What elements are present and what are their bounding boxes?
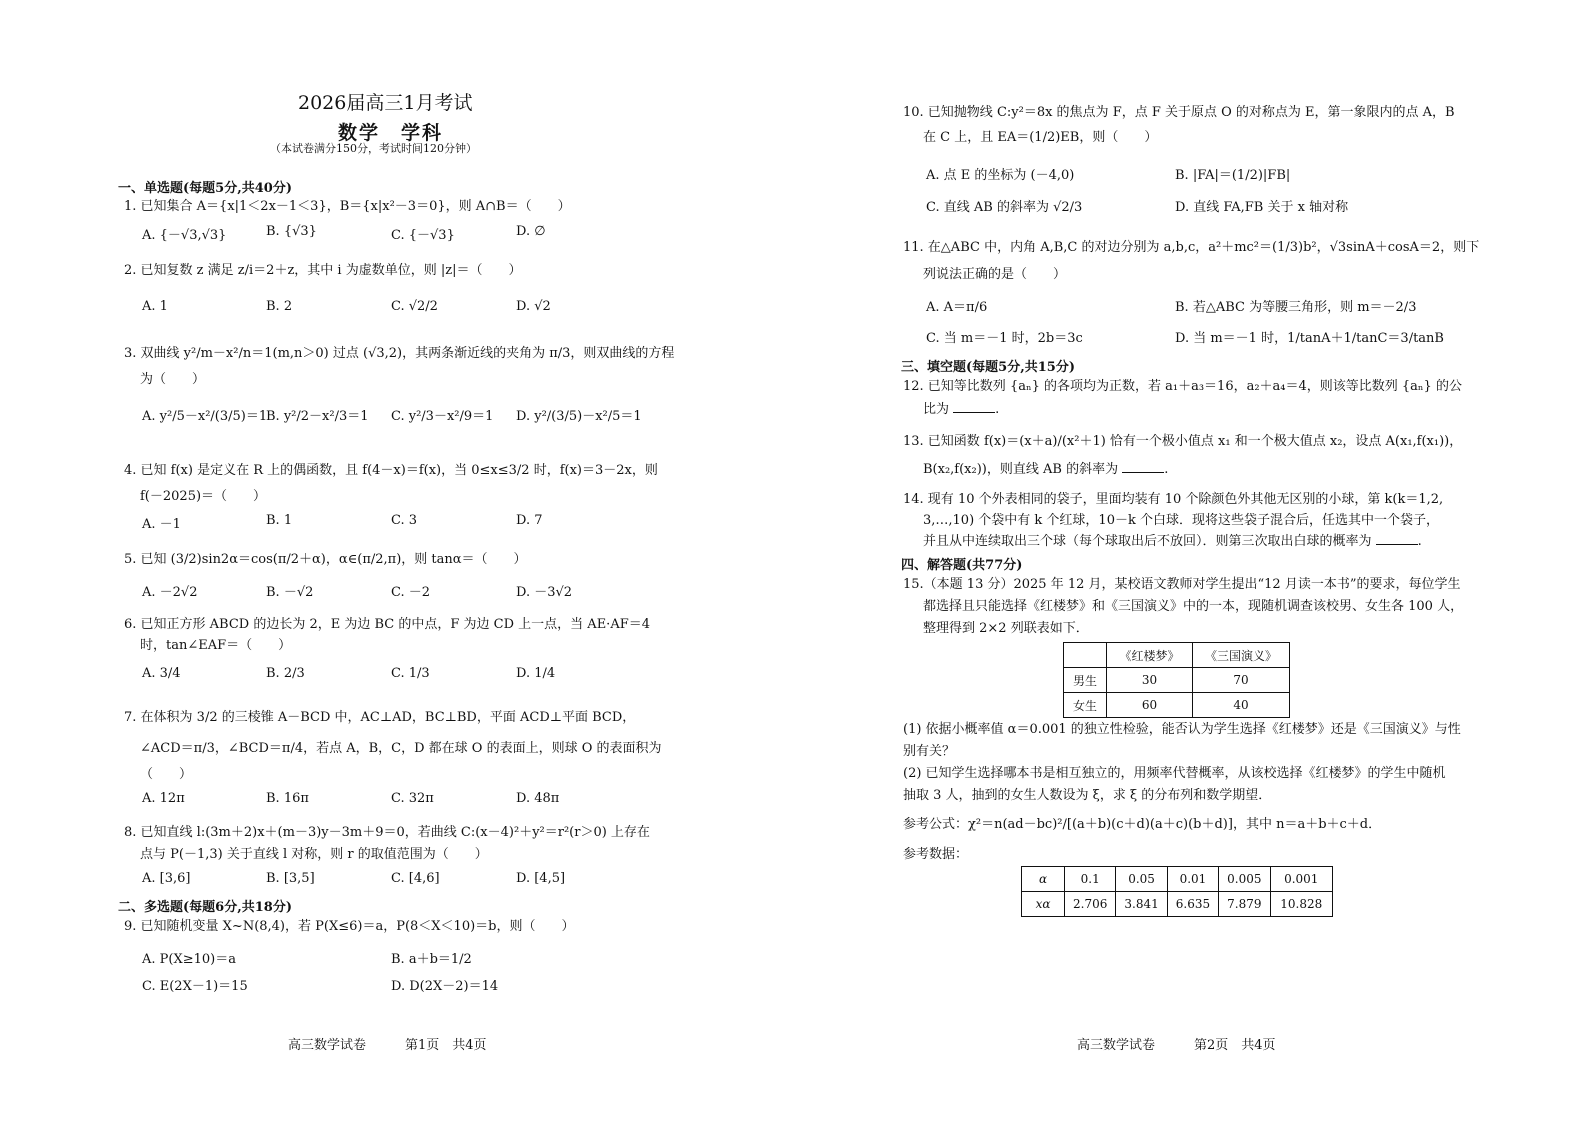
q7-option-c: C. 32π bbox=[391, 791, 434, 806]
q14-stem-2: 3,…,10) 个袋中有 k 个红球，10－k 个白球．现将这些袋子混合后，任选其中一个袋子， bbox=[923, 513, 1439, 528]
q12-stem: 12. 已知等比数列 {aₙ} 的各项均为正数，若 a₁＋a₃＝16，a₂＋a₄＝4，则该等比数列 {aₙ} 的公 bbox=[903, 379, 1462, 394]
ref-table-cell: 0.01 bbox=[1167, 867, 1218, 892]
q2-stem: 2. 已知复数 z 满足 z/i＝2＋z，其中 i 为虚数单位，则 |z|＝（ ） bbox=[124, 263, 522, 278]
q14-stem: 14. 现有 10 个外表相同的袋子，里面均装有 10 个除颜色外其他无区别的小球，第 k(k＝1,2, bbox=[903, 492, 1444, 507]
q9-option-a: A. P(X≥10)＝a bbox=[142, 952, 236, 967]
q15-part1: (1) 依据小概率值 α＝0.001 的独立性检验，能否认为学生选择《红楼梦》还是《三国演义》与性 bbox=[903, 722, 1461, 737]
q3-option-d: D. y²/(3/5)－x²/5＝1 bbox=[516, 409, 642, 424]
table-header-cell bbox=[1064, 643, 1107, 668]
q8-option-a: A. [3,6] bbox=[142, 871, 191, 886]
q4-stem: 4. 已知 f(x) 是定义在 R 上的偶函数，且 f(4－x)＝f(x)，当 0≤x≤3/2 时，f(x)＝3－2x，则 bbox=[124, 463, 658, 478]
q6-stem-2: 时，tan∠EAF＝（ ） bbox=[140, 638, 292, 653]
q7-option-b: B. 16π bbox=[266, 791, 309, 806]
ref-table-row-label: α bbox=[1022, 867, 1065, 892]
q11-option-b: B. 若△ABC 为等腰三角形，则 m＝－2/3 bbox=[1175, 300, 1417, 315]
q3-option-a: A. y²/5－x²/(3/5)＝1 bbox=[142, 409, 268, 424]
q4-option-d: D. 7 bbox=[516, 513, 543, 528]
q11-stem: 11. 在△ABC 中，内角 A,B,C 的对边分别为 a,b,c，a²＋mc²＝(1/3)b²，√3sinA＋cosA＝2，则下 bbox=[903, 240, 1480, 255]
q13-line-2: B(x₂,f(x₂))，则直线 AB 的斜率为 . bbox=[923, 462, 1169, 477]
q5-option-c: C. －2 bbox=[391, 585, 431, 600]
q12-answer-blank[interactable] bbox=[953, 400, 995, 413]
section-answer: 四、解答题(共77分) bbox=[901, 558, 1023, 573]
data-reference-label: 参考数据： bbox=[903, 847, 969, 862]
exam-note: （本试卷满分150分，考试时间120分钟） bbox=[270, 142, 477, 155]
q13-stem-2: B(x₂,f(x₂))，则直线 AB 的斜率为 bbox=[923, 462, 1119, 477]
q5-option-b: B. －√2 bbox=[266, 585, 314, 600]
q8-option-b: B. [3,5] bbox=[266, 871, 315, 886]
q13-answer-blank[interactable] bbox=[1122, 460, 1164, 473]
q7-stem-2: ∠ACD＝π/3，∠BCD＝π/4，若点 A，B，C，D 都在球 O 的表面上，则球 O 的表面积为 bbox=[140, 741, 662, 756]
q15-stem: 15.（本题 13 分）2025 年 12 月，某校语文教师对学生提出“12 月读一本书”的要求，每位学生 bbox=[903, 577, 1461, 592]
ref-table-cell: 0.005 bbox=[1219, 867, 1270, 892]
exam-title: 2026届高三1月考试 bbox=[298, 92, 473, 114]
table-header-cell: 《三国演义》 bbox=[1193, 643, 1290, 668]
q3-option-c: C. y²/3－x²/9＝1 bbox=[391, 409, 494, 424]
q1-option-c: C. {－√3} bbox=[391, 228, 455, 243]
q3-stem: 3. 双曲线 y²/m－x²/n＝1(m,n＞0) 过点 (√3,2)，其两条渐近线的夹角为 π/3，则双曲线的方程 bbox=[124, 346, 675, 361]
table-header-cell: 《红楼梦》 bbox=[1107, 643, 1193, 668]
q1-option-b: B. {√3} bbox=[266, 224, 317, 239]
ref-table-row-label: xα bbox=[1022, 892, 1065, 917]
q9-option-b: B. a＋b＝1/2 bbox=[391, 952, 472, 967]
q15-stem-3: 整理得到 2×2 列联表如下． bbox=[923, 621, 1089, 636]
q3-option-b: B. y²/2－x²/3＝1 bbox=[266, 409, 369, 424]
q8-option-c: C. [4,6] bbox=[391, 871, 440, 886]
critical-value-table bbox=[1021, 866, 1333, 917]
q4-option-c: C. 3 bbox=[391, 513, 418, 528]
table-cell: 40 bbox=[1193, 693, 1290, 718]
q1-option-d: D. ∅ bbox=[516, 224, 546, 239]
ref-table-cell: 0.05 bbox=[1116, 867, 1167, 892]
q10-option-b: B. |FA|＝(1/2)|FB| bbox=[1175, 168, 1291, 183]
q6-option-a: A. 3/4 bbox=[142, 666, 181, 681]
q3-stem-2: 为（ ） bbox=[140, 372, 206, 387]
formula-reference: 参考公式：χ²＝n(ad－bc)²/[(a＋b)(c＋d)(a＋c)(b＋d)]，其中 n＝a＋b＋c＋d． bbox=[903, 817, 1382, 832]
table-cell: 女生 bbox=[1064, 693, 1107, 718]
subject-title: 数学 学科 bbox=[338, 122, 444, 144]
q8-stem-2: 点与 P(－1,3) 关于直线 l 对称，则 r 的取值范围为（ ） bbox=[140, 847, 488, 862]
q15-part2-b: 抽取 3 人，抽到的女生人数设为 ξ，求 ξ 的分布列和数学期望． bbox=[903, 788, 1272, 803]
q7-stem: 7. 在体积为 3/2 的三棱锥 A－BCD 中，AC⊥AD，BC⊥BD，平面 ACD⊥平面 BCD， bbox=[124, 710, 636, 725]
ref-table-cell: 3.841 bbox=[1116, 892, 1167, 917]
q5-option-d: D. －3√2 bbox=[516, 585, 573, 600]
ref-table-cell: 10.828 bbox=[1270, 892, 1333, 917]
q7-stem-3: （ ） bbox=[140, 767, 193, 782]
q5-option-a: A. －2√2 bbox=[142, 585, 198, 600]
q11-stem-2: 列说法正确的是（ ） bbox=[923, 267, 1067, 282]
q15-part1-b: 别有关？ bbox=[903, 744, 956, 759]
q4-stem-2: f(－2025)＝（ ） bbox=[140, 489, 267, 504]
q12-line-2: 比为 . bbox=[923, 402, 1000, 417]
q4-option-b: B. 1 bbox=[266, 513, 293, 528]
ref-table-cell: 0.1 bbox=[1065, 867, 1116, 892]
q2-option-d: D. √2 bbox=[516, 299, 551, 314]
q15-part2: (2) 已知学生选择哪本书是相互独立的，用频率代替概率，从该校选择《红楼梦》的学生中随机 bbox=[903, 766, 1446, 781]
q2-option-a: A. 1 bbox=[142, 299, 168, 314]
table-cell: 30 bbox=[1107, 668, 1193, 693]
ref-table-cell: 6.635 bbox=[1167, 892, 1218, 917]
q10-option-a: A. 点 E 的坐标为 (－4,0) bbox=[926, 168, 1075, 183]
q7-option-d: D. 48π bbox=[516, 791, 560, 806]
q1-stem: 1. 已知集合 A＝{x|1＜2x－1＜3}，B＝{x|x²－3＝0}，则 A∩B＝（ ） bbox=[124, 199, 571, 214]
ref-table-cell: 7.879 bbox=[1219, 892, 1270, 917]
table-cell: 60 bbox=[1107, 693, 1193, 718]
q14-answer-blank[interactable] bbox=[1376, 532, 1418, 545]
q9-option-d: D. D(2X－2)＝14 bbox=[391, 979, 499, 994]
footer-left: 高三数学试卷 第1页 共4页 bbox=[288, 1038, 487, 1053]
q6-option-c: C. 1/3 bbox=[391, 666, 430, 681]
q6-stem: 6. 已知正方形 ABCD 的边长为 2，E 为边 BC 的中点，F 为边 CD 上一点，当 AE·AF＝4 bbox=[124, 617, 650, 632]
q6-option-b: B. 2/3 bbox=[266, 666, 305, 681]
q15-stem-2: 都选择且只能选择《红楼梦》和《三国演义》中的一本，现随机调查该校男、女生各 100 人， bbox=[923, 599, 1464, 614]
q9-option-c: C. E(2X－1)＝15 bbox=[142, 979, 248, 994]
q9-stem: 9. 已知随机变量 X~N(8,4)，若 P(X≤6)＝a，P(8＜X＜10)＝b，则（ ） bbox=[124, 919, 575, 934]
q11-option-d: D. 当 m＝－1 时，1/tanA＋1/tanC＝3/tanB bbox=[1175, 331, 1444, 346]
section-fill-blank: 三、填空题(每题5分,共15分) bbox=[901, 360, 1075, 375]
q7-option-a: A. 12π bbox=[142, 791, 185, 806]
table-cell: 70 bbox=[1193, 668, 1290, 693]
q10-stem-2: 在 C 上，且 EA＝(1/2)EB，则（ ） bbox=[923, 130, 1158, 145]
section-multi-choice: 二、多选题(每题6分,共18分) bbox=[118, 900, 292, 915]
q8-option-d: D. [4,5] bbox=[516, 871, 566, 886]
table-cell: 男生 bbox=[1064, 668, 1107, 693]
q13-stem: 13. 已知函数 f(x)＝(x＋a)/(x²＋1) 恰有一个极小值点 x₁ 和一个极大值点 x₂，设点 A(x₁,f(x₁))， bbox=[903, 434, 1463, 449]
q14-line-3: 并且从中连续取出三个球（每个球取出后不放回）．则第三次取出白球的概率为 . bbox=[923, 534, 1422, 549]
q2-option-c: C. √2/2 bbox=[391, 299, 438, 314]
ref-table-cell: 2.706 bbox=[1065, 892, 1116, 917]
q11-option-a: A. A＝π/6 bbox=[926, 300, 988, 315]
ref-table-cell: 0.001 bbox=[1270, 867, 1333, 892]
q10-option-c: C. 直线 AB 的斜率为 √2/3 bbox=[926, 200, 1083, 215]
q1-option-a: A. {－√3,√3} bbox=[142, 228, 227, 243]
q14-stem-3: 并且从中连续取出三个球（每个球取出后不放回）．则第三次取出白球的概率为 bbox=[923, 534, 1372, 549]
q2-option-b: B. 2 bbox=[266, 299, 293, 314]
q11-option-c: C. 当 m＝－1 时，2b＝3c bbox=[926, 331, 1083, 346]
q10-option-d: D. 直线 FA,FB 关于 x 轴对称 bbox=[1175, 200, 1349, 215]
footer-right: 高三数学试卷 第2页 共4页 bbox=[1077, 1038, 1276, 1053]
contingency-table bbox=[1063, 642, 1290, 718]
q6-option-d: D. 1/4 bbox=[516, 666, 556, 681]
q12-stem-2: 比为 bbox=[923, 402, 950, 417]
section-single-choice: 一、单选题(每题5分,共40分) bbox=[118, 181, 292, 196]
q10-stem: 10. 已知抛物线 C:y²＝8x 的焦点为 F，点 F 关于原点 O 的对称点为 E，第一象限内的点 A，B bbox=[903, 105, 1455, 120]
q4-option-a: A. －1 bbox=[142, 517, 181, 532]
q5-stem: 5. 已知 (3/2)sin2α＝cos(π/2＋α)，α∈(π/2,π)，则 tanα＝（ ） bbox=[124, 552, 527, 567]
q8-stem: 8. 已知直线 l:(3m＋2)x＋(m－3)y－3m＋9＝0，若曲线 C:(x－4)²＋y²＝r²(r＞0) 上存在 bbox=[124, 825, 650, 840]
